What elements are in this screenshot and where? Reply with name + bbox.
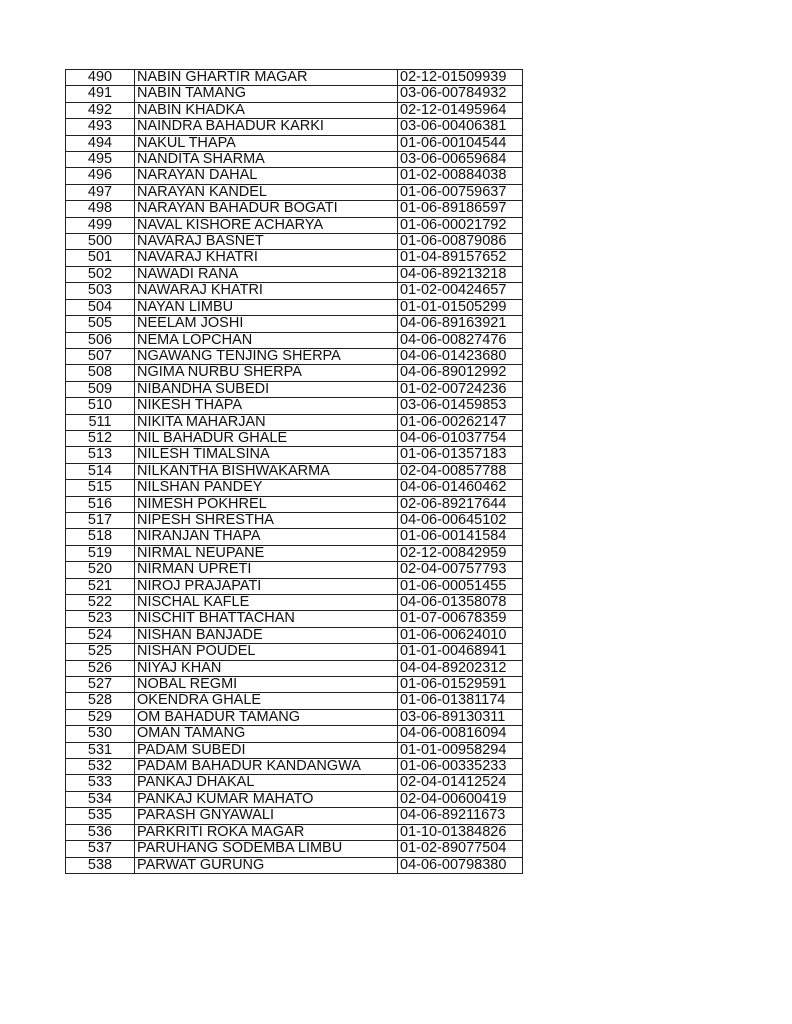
name-cell: NIMESH POKHREL (135, 496, 398, 512)
serial-number-cell: 523 (66, 611, 135, 627)
serial-number-cell: 493 (66, 119, 135, 135)
id-number-cell: 01-06-01529591 (398, 677, 523, 693)
serial-number-cell: 506 (66, 332, 135, 348)
table-row (66, 86, 523, 102)
name-cell: NILSHAN PANDEY (135, 480, 398, 496)
serial-number-cell: 510 (66, 398, 135, 414)
serial-number-cell: 531 (66, 742, 135, 758)
table-row (66, 70, 523, 86)
table-row (66, 381, 523, 397)
table-row (66, 234, 523, 250)
id-number-cell: 01-07-00678359 (398, 611, 523, 627)
serial-number-cell: 511 (66, 414, 135, 430)
id-number-cell: 01-06-00879086 (398, 234, 523, 250)
name-cell: NIRMAL NEUPANE (135, 545, 398, 561)
serial-number-cell: 499 (66, 217, 135, 233)
id-number-cell: 01-06-89186597 (398, 201, 523, 217)
id-number-cell: 01-02-89077504 (398, 841, 523, 857)
name-cell: PADAM SUBEDI (135, 742, 398, 758)
serial-number-cell: 495 (66, 152, 135, 168)
table-row (66, 627, 523, 643)
serial-number-cell: 529 (66, 709, 135, 725)
table-row (66, 316, 523, 332)
table-row (66, 824, 523, 840)
serial-number-cell: 527 (66, 677, 135, 693)
name-cell: PADAM BAHADUR KANDANGWA (135, 759, 398, 775)
serial-number-cell: 518 (66, 529, 135, 545)
id-number-cell: 02-04-00857788 (398, 463, 523, 479)
serial-number-cell: 505 (66, 316, 135, 332)
serial-number-cell: 533 (66, 775, 135, 791)
table-row (66, 430, 523, 446)
name-cell: NAWARAJ KHATRI (135, 283, 398, 299)
id-number-cell: 03-06-01459853 (398, 398, 523, 414)
table-row (66, 595, 523, 611)
serial-number-cell: 528 (66, 693, 135, 709)
serial-number-cell: 490 (66, 70, 135, 86)
table-row (66, 808, 523, 824)
id-number-cell: 01-01-00958294 (398, 742, 523, 758)
table-row (66, 283, 523, 299)
name-cell: NAKUL THAPA (135, 135, 398, 151)
id-number-cell: 01-06-01381174 (398, 693, 523, 709)
serial-number-cell: 504 (66, 299, 135, 315)
name-cell: PANKAJ DHAKAL (135, 775, 398, 791)
table-row (66, 250, 523, 266)
table-row (66, 578, 523, 594)
name-cell: NISHAN POUDEL (135, 644, 398, 660)
id-number-cell: 01-01-00468941 (398, 644, 523, 660)
serial-number-cell: 526 (66, 660, 135, 676)
id-number-cell: 01-06-01357183 (398, 447, 523, 463)
serial-number-cell: 532 (66, 759, 135, 775)
name-cell: NABIN GHARTIR MAGAR (135, 70, 398, 86)
name-cell: PANKAJ KUMAR MAHATO (135, 791, 398, 807)
id-number-cell: 03-06-00406381 (398, 119, 523, 135)
table-row (66, 348, 523, 364)
table-row (66, 398, 523, 414)
id-number-cell: 02-12-00842959 (398, 545, 523, 561)
name-cell: NIL BAHADUR GHALE (135, 430, 398, 446)
serial-number-cell: 514 (66, 463, 135, 479)
name-cell: OMAN TAMANG (135, 726, 398, 742)
name-cell: NISHAN BANJADE (135, 627, 398, 643)
name-cell: NILESH TIMALSINA (135, 447, 398, 463)
id-number-cell: 03-06-00784932 (398, 86, 523, 102)
name-cell: NIKESH THAPA (135, 398, 398, 414)
id-number-cell: 01-06-00759637 (398, 184, 523, 200)
table-row (66, 168, 523, 184)
serial-number-cell: 494 (66, 135, 135, 151)
name-cell: NOBAL REGMI (135, 677, 398, 693)
id-number-cell: 01-02-00884038 (398, 168, 523, 184)
id-number-cell: 04-06-01037754 (398, 430, 523, 446)
serial-number-cell: 515 (66, 480, 135, 496)
table-row (66, 644, 523, 660)
serial-number-cell: 534 (66, 791, 135, 807)
name-cell: NARAYAN DAHAL (135, 168, 398, 184)
name-cell: NEMA LOPCHAN (135, 332, 398, 348)
id-number-cell: 01-06-00021792 (398, 217, 523, 233)
id-number-cell: 01-06-00624010 (398, 627, 523, 643)
serial-number-cell: 522 (66, 595, 135, 611)
id-number-cell: 04-06-01460462 (398, 480, 523, 496)
table-row (66, 217, 523, 233)
id-number-cell: 03-06-89130311 (398, 709, 523, 725)
table-row (66, 545, 523, 561)
name-cell: PARASH GNYAWALI (135, 808, 398, 824)
name-cell: OKENDRA GHALE (135, 693, 398, 709)
serial-number-cell: 502 (66, 266, 135, 282)
table-row (66, 201, 523, 217)
serial-number-cell: 492 (66, 102, 135, 118)
serial-number-cell: 516 (66, 496, 135, 512)
serial-number-cell: 509 (66, 381, 135, 397)
serial-number-cell: 535 (66, 808, 135, 824)
serial-number-cell: 520 (66, 562, 135, 578)
serial-number-cell: 512 (66, 430, 135, 446)
id-number-cell: 04-06-01423680 (398, 348, 523, 364)
serial-number-cell: 501 (66, 250, 135, 266)
serial-number-cell: 496 (66, 168, 135, 184)
name-cell: NISCHIT BHATTACHAN (135, 611, 398, 627)
table-row (66, 726, 523, 742)
table-row (66, 414, 523, 430)
name-cell: NIRANJAN THAPA (135, 529, 398, 545)
id-number-cell: 01-06-00141584 (398, 529, 523, 545)
table-row (66, 184, 523, 200)
table-row (66, 857, 523, 873)
table-row (66, 562, 523, 578)
name-cell: NABIN TAMANG (135, 86, 398, 102)
serial-number-cell: 536 (66, 824, 135, 840)
name-cell: NABIN KHADKA (135, 102, 398, 118)
id-number-cell: 02-12-01509939 (398, 70, 523, 86)
id-number-cell: 01-01-01505299 (398, 299, 523, 315)
table-row (66, 693, 523, 709)
id-number-cell: 01-04-89157652 (398, 250, 523, 266)
id-number-cell: 02-12-01495964 (398, 102, 523, 118)
name-cell: NAWADI RANA (135, 266, 398, 282)
table-row (66, 791, 523, 807)
serial-number-cell: 537 (66, 841, 135, 857)
serial-number-cell: 507 (66, 348, 135, 364)
serial-number-cell: 524 (66, 627, 135, 643)
name-cell: NEELAM JOSHI (135, 316, 398, 332)
serial-number-cell: 530 (66, 726, 135, 742)
table-row (66, 447, 523, 463)
name-cell: PARWAT GURUNG (135, 857, 398, 873)
name-cell: PARUHANG SODEMBA LIMBU (135, 841, 398, 857)
name-cell: NIROJ PRAJAPATI (135, 578, 398, 594)
table-row (66, 759, 523, 775)
serial-number-cell: 498 (66, 201, 135, 217)
id-number-cell: 04-06-00827476 (398, 332, 523, 348)
id-number-cell: 01-06-00104544 (398, 135, 523, 151)
id-number-cell: 01-06-00051455 (398, 578, 523, 594)
name-cell: NIPESH SHRESTHA (135, 512, 398, 528)
name-cell: NGIMA NURBU SHERPA (135, 365, 398, 381)
name-cell: PARKRITI ROKA MAGAR (135, 824, 398, 840)
name-cell: NIBANDHA SUBEDI (135, 381, 398, 397)
name-cell: NIYAJ KHAN (135, 660, 398, 676)
table-row (66, 841, 523, 857)
name-cell: NISCHAL KAFLE (135, 595, 398, 611)
serial-number-cell: 525 (66, 644, 135, 660)
roster-body (66, 70, 523, 874)
id-number-cell: 04-06-01358078 (398, 595, 523, 611)
name-cell: NARAYAN KANDEL (135, 184, 398, 200)
name-cell: NAVARAJ KHATRI (135, 250, 398, 266)
id-number-cell: 02-06-89217644 (398, 496, 523, 512)
serial-number-cell: 513 (66, 447, 135, 463)
name-cell: NAVAL KISHORE ACHARYA (135, 217, 398, 233)
id-number-cell: 04-06-00645102 (398, 512, 523, 528)
name-cell: NANDITA SHARMA (135, 152, 398, 168)
table-row (66, 463, 523, 479)
name-cell: NAYAN LIMBU (135, 299, 398, 315)
id-number-cell: 04-06-00798380 (398, 857, 523, 873)
table-row (66, 365, 523, 381)
id-number-cell: 01-10-01384826 (398, 824, 523, 840)
table-row (66, 512, 523, 528)
table-row (66, 709, 523, 725)
table-row (66, 660, 523, 676)
table-row (66, 135, 523, 151)
id-number-cell: 01-02-00424657 (398, 283, 523, 299)
roster-table (65, 69, 523, 874)
serial-number-cell: 500 (66, 234, 135, 250)
serial-number-cell: 508 (66, 365, 135, 381)
table-row (66, 102, 523, 118)
name-cell: NAINDRA BAHADUR KARKI (135, 119, 398, 135)
name-cell: NIKITA MAHARJAN (135, 414, 398, 430)
id-number-cell: 04-06-89012992 (398, 365, 523, 381)
table-row (66, 742, 523, 758)
name-cell: NARAYAN BAHADUR BOGATI (135, 201, 398, 217)
table-row (66, 152, 523, 168)
serial-number-cell: 517 (66, 512, 135, 528)
id-number-cell: 02-04-00757793 (398, 562, 523, 578)
id-number-cell: 04-04-89202312 (398, 660, 523, 676)
id-number-cell: 03-06-00659684 (398, 152, 523, 168)
table-row (66, 299, 523, 315)
name-cell: OM BAHADUR TAMANG (135, 709, 398, 725)
id-number-cell: 04-06-00816094 (398, 726, 523, 742)
id-number-cell: 02-04-00600419 (398, 791, 523, 807)
table-row (66, 677, 523, 693)
table-row (66, 529, 523, 545)
table-row (66, 480, 523, 496)
id-number-cell: 04-06-89213218 (398, 266, 523, 282)
id-number-cell: 04-06-89163921 (398, 316, 523, 332)
id-number-cell: 01-06-00262147 (398, 414, 523, 430)
table-row (66, 611, 523, 627)
id-number-cell: 02-04-01412524 (398, 775, 523, 791)
table-row (66, 775, 523, 791)
id-number-cell: 01-02-00724236 (398, 381, 523, 397)
table-row (66, 119, 523, 135)
serial-number-cell: 503 (66, 283, 135, 299)
serial-number-cell: 491 (66, 86, 135, 102)
serial-number-cell: 497 (66, 184, 135, 200)
id-number-cell: 01-06-00335233 (398, 759, 523, 775)
name-cell: NIRMAN UPRETI (135, 562, 398, 578)
id-number-cell: 04-06-89211673 (398, 808, 523, 824)
serial-number-cell: 519 (66, 545, 135, 561)
table-row (66, 496, 523, 512)
name-cell: NILKANTHA BISHWAKARMA (135, 463, 398, 479)
name-cell: NAVARAJ BASNET (135, 234, 398, 250)
table-row (66, 332, 523, 348)
serial-number-cell: 521 (66, 578, 135, 594)
serial-number-cell: 538 (66, 857, 135, 873)
name-cell: NGAWANG TENJING SHERPA (135, 348, 398, 364)
table-row (66, 266, 523, 282)
